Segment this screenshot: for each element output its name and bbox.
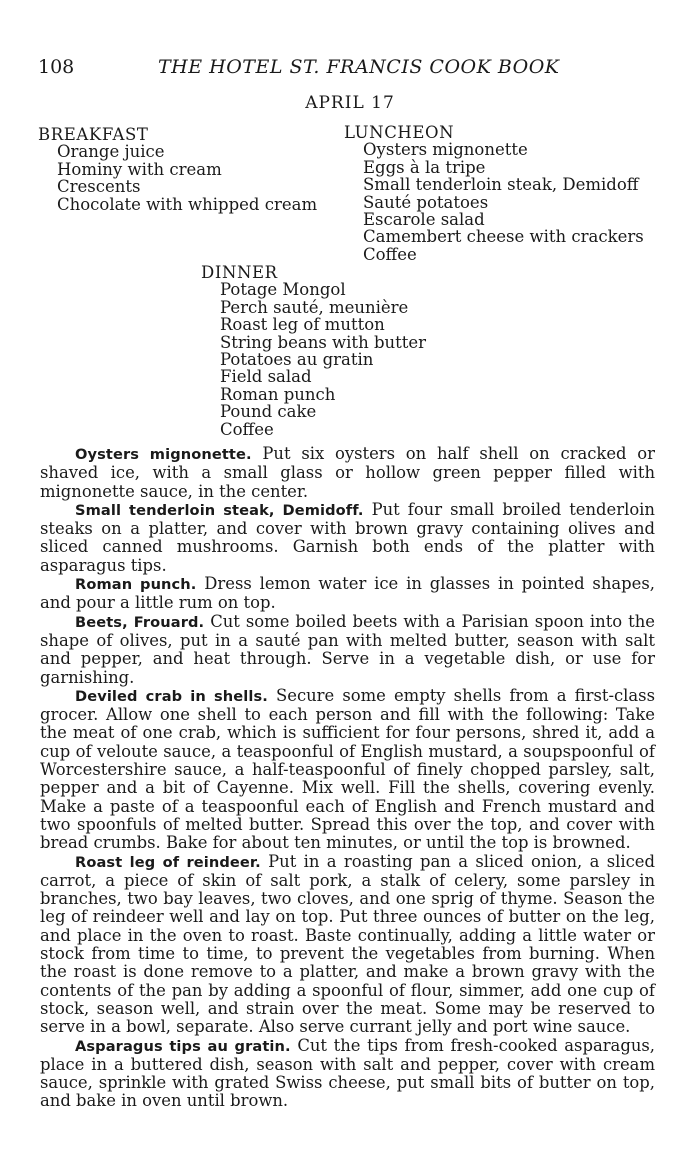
page-number: 108 [38,56,75,78]
dinner-heading: DINNER [201,263,278,282]
menu-item: Roman punch [220,384,336,404]
recipe-title: Deviled crab in shells. [75,687,268,705]
menu-item: Perch sauté, meunière [220,297,409,317]
menu-item: Pound cake [220,402,317,422]
breakfast-items [38,143,317,213]
dinner-menu [201,264,426,438]
recipe-paragraph [40,1037,655,1111]
recipe-paragraph [40,613,655,687]
recipe-paragraph [40,853,655,1037]
luncheon-menu [344,124,644,263]
breakfast-menu [38,126,317,213]
luncheon-items [344,141,644,263]
page-header [38,56,662,80]
recipe-text: Cut some boiled beets with a Parisian spoon into the shape of olives, put in a sauté pan with melted butter, season with salt and pepper, and heat through. Serve in a vegetable dish, or use for garnishing. [40,611,655,687]
menu-item: Coffee [220,419,274,439]
menu-item: Camembert cheese with crackers [363,227,644,247]
recipe-paragraph [40,501,655,575]
recipe-title: Roman punch. [75,576,197,594]
menu-item: Roast leg of mutton [220,315,385,335]
recipe-title: Beets, Frouard. [75,613,205,631]
recipes-section [40,445,655,1111]
recipe-text: Put four small broiled tenderloin steaks on a platter, and cover with brown gravy containing olives and sliced canned mushrooms. Garnish both ends of the platter with asparagus tips. [40,499,655,575]
recipe-title: Asparagus tips au gratin. [75,1037,291,1055]
menu-date: APRIL 17 [305,93,395,113]
menu-item: Oysters mignonette [363,140,528,160]
menu-item: Potage Mongol [220,280,346,300]
recipe-text: Dress lemon water ice in glasses in pointed shapes, and pour a little rum on top. [40,574,655,613]
menu-item: Crescents [57,177,141,197]
menu-item: Hominy with cream [57,159,222,179]
menu-item: Field salad [220,367,312,387]
recipe-text: Cut the tips from fresh-cooked asparagus, place in a buttered dish, season with salt and pepper, cover with cream sauce, sprinkle with grated Swiss cheese, put small bits of butter on top, and bake in oven until brown. [40,1035,655,1111]
menu-item: Potatoes au gratin [220,350,374,370]
breakfast-heading: BREAKFAST [38,125,149,144]
menu-item: Eggs à la tripe [363,157,486,177]
recipe-title: Oysters mignonette. [75,446,252,463]
recipe-paragraph [40,575,655,613]
recipe-paragraph [40,687,655,853]
running-title: THE HOTEL ST. FRANCIS COOK BOOK [158,56,560,78]
menu-item: Sauté potatoes [363,192,489,212]
menu-item: Coffee [363,244,417,264]
dinner-items [201,281,426,438]
luncheon-heading: LUNCHEON [344,123,455,142]
recipe-text: Secure some empty shells from a first-class grocer. Allow one shell to each person and fill with the following: Take the meat of one crab, which is sufficient for four persons, shred it, add a cup of veloute sauce, a teaspoonful of English mustard, a soupspoonful of Worcestershire sauce, a half-teaspoonful of finely chopped parsley, salt, pepper and a bit of Cayenne. Mix well. Fill the shells, covering evenly. Make a paste of a teaspoonful each of English and French mustard and two spoonfuls of melted butter. Spread this over the top, and cover with bread crumbs. Bake for about ten minutes, or until the top is browned. [40,685,655,853]
menu-item: Orange juice [57,142,165,162]
menu-item: Escarole salad [363,210,485,230]
recipe-paragraph [40,445,655,501]
menu-item: Small tenderloin steak, Demidoff [363,175,639,195]
recipe-text: Put in a roasting pan a sliced onion, a sliced carrot, a piece of skin of salt pork, a stalk of celery, some parsley in branches, two bay leaves, two cloves, and one sprig of thyme. Season the leg of reindeer well and lay on top. Put three ounces of butter on the leg, and place in the oven to roast. Baste continually, adding a little water or stock from time to time, to prevent the vegetables from burning. When the roast is done remove to a platter, and make a brown gravy with the contents of the pan by adding a spoonful of flour, simmer, add one cup of stock, season well, and strain over the meat. Some may be reserved to serve in a bowl, separate. Also serve currant jelly and port wine sauce. [40,851,655,1037]
recipe-text: Put six oysters on half shell on cracked or shaved ice, with a small glass or hollow green pepper filled with mignonette sauce, in the center. [40,444,655,501]
menu-item: String beans with butter [220,332,427,352]
menu-item: Chocolate with whipped cream [57,194,318,214]
recipe-title: Small tenderloin steak, Demidoff. [75,501,364,519]
recipe-title: Roast leg of reindeer. [75,853,261,871]
